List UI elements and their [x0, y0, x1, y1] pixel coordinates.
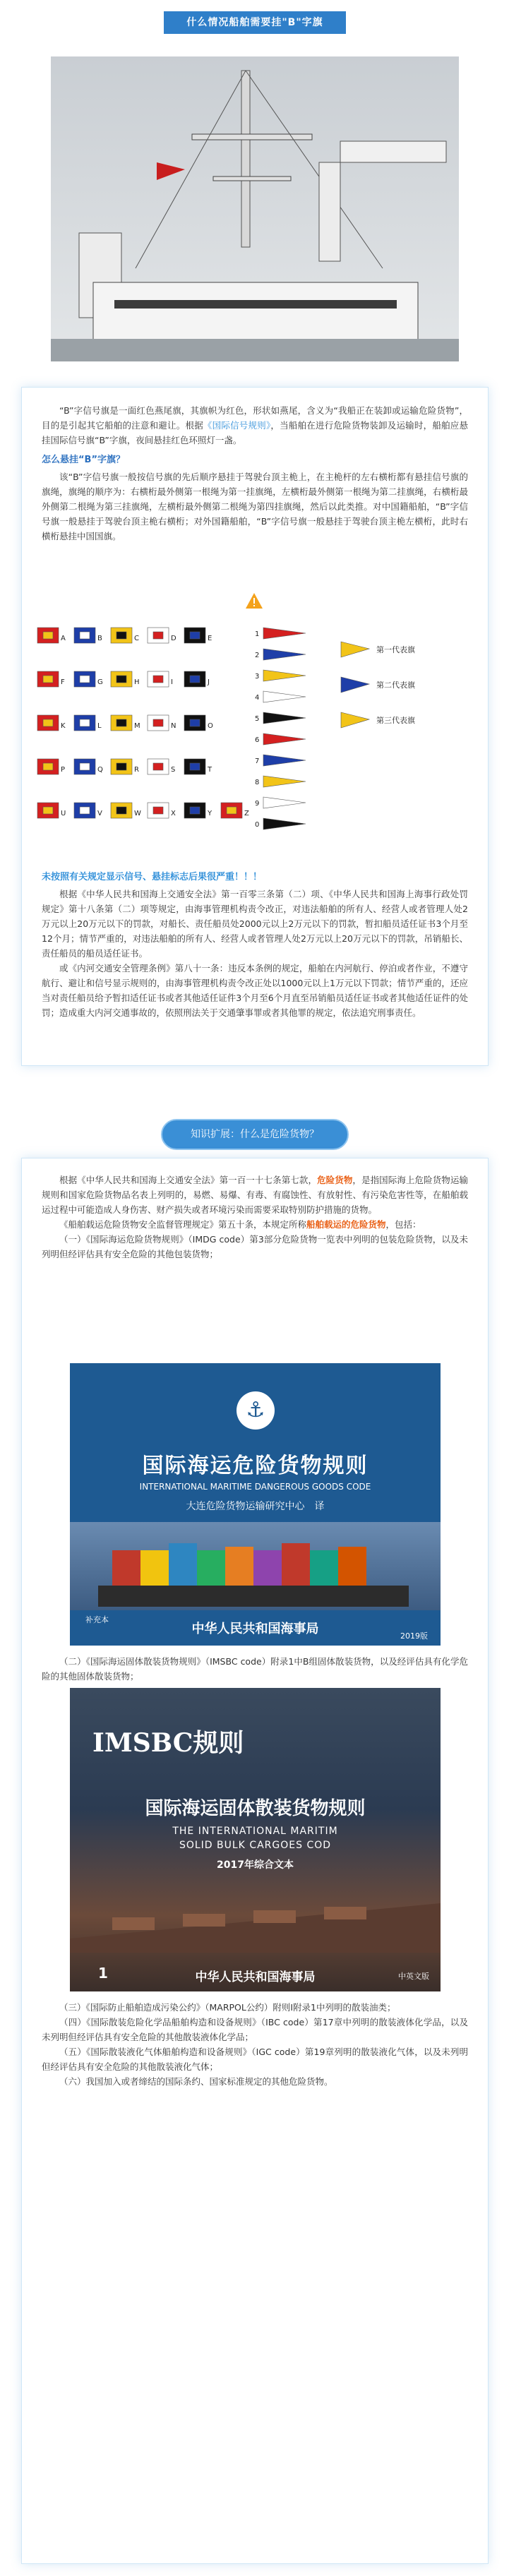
flag-label-Q: Q	[97, 766, 103, 774]
flag-label-U: U	[61, 810, 66, 817]
flag-label-Y: Y	[208, 810, 212, 817]
pennant-label-3: 3	[255, 673, 260, 681]
pennant-6	[263, 733, 306, 745]
book1-publisher: 中华人民共和国海事局	[191, 1622, 319, 1636]
flag-label-D: D	[171, 635, 176, 642]
pennant-0	[263, 818, 306, 829]
bulk-carrier-image	[70, 1875, 441, 1953]
pennant-label-1: 1	[255, 630, 260, 638]
substitute-flag-3	[341, 712, 369, 728]
flag-label-O: O	[208, 722, 213, 730]
container-ship-image	[70, 1522, 441, 1610]
substitute-flag-1	[341, 642, 369, 657]
substitute-label-3: 第三代表旗	[376, 716, 415, 725]
book1-subtitle: INTERNATIONAL MARITIME DANGEROUS GOODS CODE	[139, 1482, 371, 1492]
pennant-9	[263, 797, 306, 808]
flag-label-X: X	[171, 810, 176, 817]
pennant-label-0: 0	[255, 821, 260, 829]
pennant-label-8: 8	[255, 779, 260, 786]
flag-label-E: E	[208, 635, 212, 642]
imsbc-book-cover	[70, 1688, 441, 1991]
pennant-1	[263, 628, 306, 639]
page-banner: 什么情况船舶需要挂"B"字旗	[164, 11, 346, 34]
intro-paragraph: “B”字信号旗是一面红色燕尾旗，其旗帜为红色，形状如燕尾，含义为“我船正在装卸或运输危险货物”，目的是引起其它船舶的注意和避让。根据《国际信号规则》，当船舶在进行危险货物装卸及运输时，船舶应悬挂国际信号旗“B”字旗，夜间悬挂红色环照灯一盏。	[42, 405, 468, 445]
knowledge-card	[21, 1158, 489, 2564]
pennant-2	[263, 649, 306, 660]
book1-title: 国际海运危险货物规则	[142, 1454, 369, 1478]
flag-label-F: F	[61, 678, 65, 686]
flag-label-N: N	[171, 722, 176, 730]
pennant-label-9: 9	[255, 800, 260, 808]
book2-en2: SOLID BULK CARGOES COD	[179, 1840, 332, 1851]
flag-label-G: G	[97, 678, 103, 686]
book2-edition: 2017年综合文本	[217, 1859, 294, 1871]
book2-en1: THE INTERNATIONAL MARITIM	[172, 1826, 338, 1837]
flag-label-S: S	[171, 766, 176, 774]
flag-label-R: R	[134, 766, 139, 774]
book2-vol: 1	[98, 1965, 108, 1982]
flag-label-L: L	[97, 722, 102, 730]
flag-label-T: T	[208, 766, 212, 774]
flag-label-J: J	[208, 678, 210, 686]
item-3: （三）《国际防止船舶造成污染公约》（MARPOL公约）附则I附录1中列明的散装油类；	[59, 2002, 396, 2013]
signal-rules-link: 《国际信号规则》	[203, 420, 271, 431]
book1-tag: 补充本	[85, 1615, 109, 1624]
knowledge-pill: 知识扩展：什么是危险货物？	[161, 1119, 349, 1150]
warning-heading: 未按照有关规定显示信号、悬挂标志后果很严重！！！	[42, 872, 263, 882]
book1-year: 2019版	[400, 1631, 428, 1641]
book1-translator: 大连危险货物运输研究中心 译	[186, 1501, 325, 1512]
pennant-label-4: 4	[255, 694, 260, 702]
substitute-label-1: 第一代表旗	[376, 645, 415, 654]
how-paragraph: 该“B”字信号旗一般按信号旗的先后顺序悬挂于驾驶台顶主桅上，在主桅杆的左右横桁都有悬挂信号旗的旗绳，旗绳的顺序为：右横桁最外侧第一根绳为第一挂旗绳，左横桁最外侧第一根绳为第二挂旗绳，右横桁最外侧第二根绳为第三挂旗绳，左横桁最外侧第二根绳为第四挂旗绳，然后以此类推。对中国籍船舶，“B”字信号旗一般悬挂于驾驶台顶主桅右横桁；对外国籍船舶，“B”字信号旗一般悬挂于驾驶台顶主桅左横桁，此时右横桁悬挂中国国旗。	[42, 472, 468, 541]
flag-label-K: K	[61, 722, 66, 730]
flag-label-P: P	[61, 766, 66, 774]
pennant-label-6: 6	[255, 736, 260, 744]
item-5: （五）《国际散装液化气体船舶构造和设备规则》（IGC code）第19章列明的散装液化气体，以及未列明但经评估具有安全危险的其他散装液化气体；	[42, 2047, 468, 2072]
pennant-3	[263, 670, 306, 681]
anchor-logo-icon: ⚓	[236, 1391, 275, 1430]
flag-label-I: I	[171, 678, 173, 686]
ship-mast-photo	[51, 56, 459, 361]
item-4: （四）《国际散装危险化学品船舶构造和设备规则》（IBC code）第17章中列明的散装液体化学品，以及未列明但经评估具有安全危险的其他散装液体化学品；	[42, 2017, 468, 2042]
ship-dangerous-goods-intro: 《船舶载运危险货物安全监督管理规定》第五十条，本规定所称船舶载运的危险货物，包括：	[59, 1219, 421, 1230]
flag-label-Z: Z	[244, 810, 249, 817]
pennant-label-2: 2	[255, 652, 260, 659]
pennant-8	[263, 776, 306, 787]
book2-lang: 中英文版	[398, 1972, 429, 1981]
imdg-book-cover	[70, 1363, 441, 1646]
warning-paragraph-1: 根据《中华人民共和国海上交通安全法》第一百零三条第（二）项、《中华人民共和国海上海事行政处罚规定》第十八条第（二）项等规定，由海事管理机构责令改正，对违法船舶的所有人、经营人或者管理人处2万元以上20万元以下的罚款，对船长、责任船员处2000元以上2万元以下的罚款，暂扣船员适任证书3个月至12个月；情节严重的，对违法船舶的所有人、经营人或者管理人处2万元以上20万元以下的罚款，吊销船长、责任船员的船员适任证书。	[42, 889, 468, 959]
intro-card	[21, 387, 489, 1066]
pennant-label-7: 7	[255, 757, 260, 765]
item-6: （六）我国加入或者缔结的国际条约、国家标准规定的其他危险货物。	[59, 2076, 333, 2087]
flag-label-B: B	[97, 635, 102, 642]
warning-paragraph-2: 或《内河交通安全管理条例》第八十一条：违反本条例的规定，船舶在内河航行、停泊或者作业，不遵守航行、避让和信号显示规则的，由海事管理机构责令改正处以1000元以上1万元以下罚款；情节严重的，还应当对责任船员给予暂扣适任证书或者其他适任证件3个月至6个月直至吊销船员适任证书或者其他适任证件的处罚；造成重大内河交通事故的，依照刑法关于交通肇事罪或者其他罪的规定，依法追究刑事责任。	[42, 963, 468, 1018]
flag-label-W: W	[134, 810, 141, 817]
pennant-5	[263, 712, 306, 724]
flag-label-V: V	[97, 810, 102, 817]
pennant-7	[263, 755, 306, 766]
warning-icon	[245, 592, 263, 612]
flag-label-M: M	[134, 722, 140, 730]
how-heading: 怎么悬挂“B”字旗？	[42, 455, 125, 465]
flag-label-H: H	[134, 678, 140, 686]
flag-label-A: A	[61, 635, 66, 642]
pennant-4	[263, 691, 306, 702]
book2-publisher: 中华人民共和国海事局	[195, 1970, 316, 1984]
book2-brand: IMSBC规则	[92, 1728, 244, 1758]
term-ship-dangerous-goods: 船舶载运的危险货物	[306, 1219, 386, 1230]
book2-title: 国际海运固体散装货物规则	[145, 1798, 366, 1819]
item-2: （二）《国际海运固体散装货物规则》（IMSBC code）附录1中B组固体散装货物，以及经评估具有化学危险的其他固体散装货物；	[42, 1656, 468, 1682]
flag-label-C: C	[134, 635, 139, 642]
dangerous-goods-definition: 根据《中华人民共和国海上交通安全法》第一百一十七条第七款，危险货物，是指国际海上危险货物运输规则和国家危险货物品名表上列明的，易燃、易爆、有毒、有腐蚀性、有放射性、有污染危害性等，在船舶载运过程中可能造成人身伤害、财产损失或者环境污染而需要采取特别防护措施的货物。	[42, 1175, 468, 1215]
item-1: （一）《国际海运危险货物规则》（IMDG code）第3部分危险货物一览表中列明的包装危险货物，以及未列明但经评估具有安全危险的其他包装货物；	[42, 1234, 468, 1259]
substitute-label-2: 第二代表旗	[376, 681, 415, 690]
term-dangerous-goods: 危险货物	[317, 1175, 353, 1185]
substitute-flag-2	[341, 677, 369, 693]
signal-flags-chart	[30, 621, 482, 853]
pennant-label-5: 5	[255, 715, 260, 723]
